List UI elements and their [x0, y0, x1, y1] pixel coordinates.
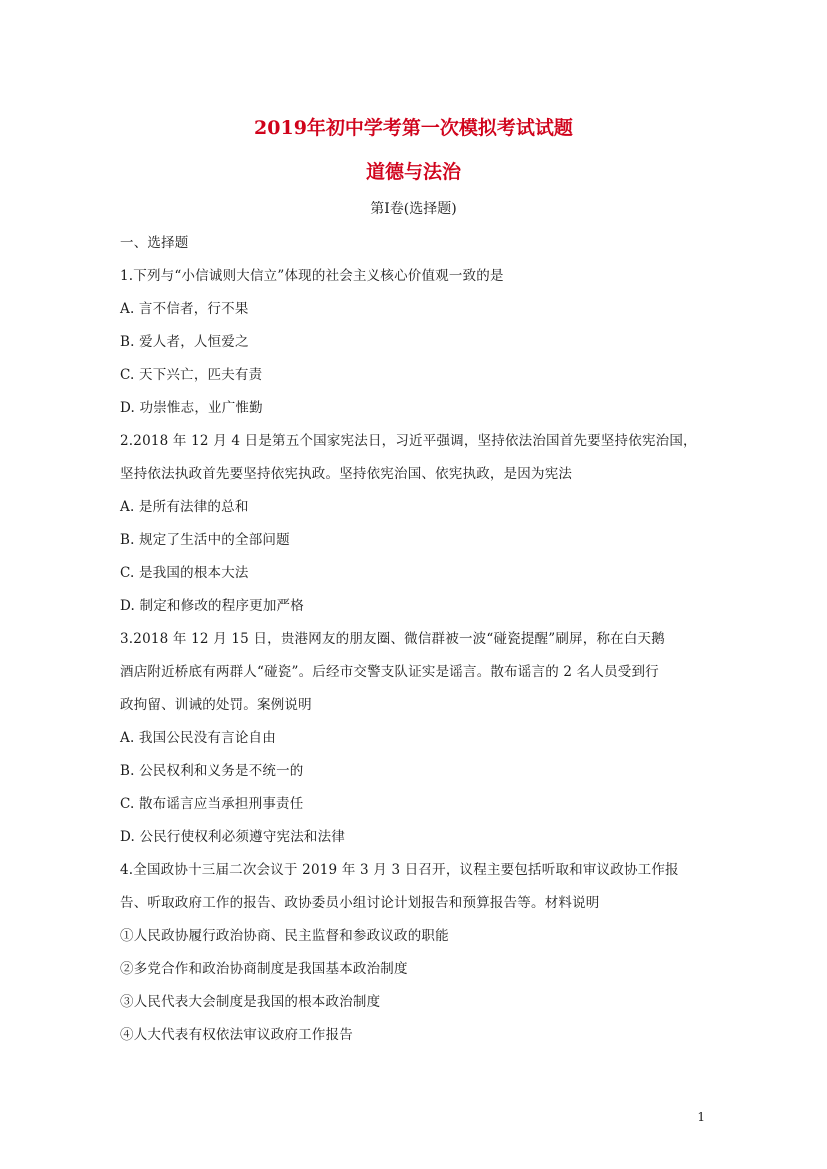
- question-1-option-a: A. 言不信者，行不果: [120, 301, 249, 317]
- subject-title: 道德与法治: [365, 161, 461, 183]
- question-3-stem-line-2: 酒店附近桥底有两群人“碰瓷”。后经市交警支队证实是谣言。散布谣言的 2 名人员受到行: [120, 664, 659, 680]
- question-4-stem-line-1: 4.全国政协十三届二次会议于 2019 年 3 月 3 日召开，议程主要包括听取和审议政协工作报: [120, 862, 679, 878]
- question-2-option-c: C. 是我国的根本大法: [120, 565, 249, 581]
- question-4-statement-2: ②多党合作和政治协商制度是我国基本政治制度: [120, 961, 408, 977]
- question-2-stem-line-1: 2.2018 年 12 月 4 日是第五个国家宪法日，习近平强调，坚持依法治国首先要坚持依宪治国，: [120, 433, 697, 449]
- question-3-stem-line-3: 政拘留、训诫的处罚。案例说明: [120, 697, 312, 713]
- question-2-stem-line-2: 坚持依法执政首先要坚持依宪执政。坚持依宪治国、依宪执政，是因为宪法: [120, 466, 573, 482]
- section-heading: 一、选择题: [120, 235, 189, 251]
- question-1-stem: 1.下列与“小信诚则大信立”体现的社会主义核心价值观一致的是: [120, 268, 504, 284]
- question-4-statement-1: ①人民政协履行政治协商、民主监督和参政议政的职能: [120, 928, 449, 944]
- question-2-option-a: A. 是所有法律的总和: [120, 499, 249, 515]
- question-2-option-d: D. 制定和修改的程序更加严格: [120, 598, 304, 614]
- volume-heading: 第Ⅰ卷(选择题): [370, 201, 457, 217]
- question-2-option-b: B. 规定了生活中的全部问题: [120, 532, 290, 548]
- question-1-option-b: B. 爱人者，人恒爱之: [120, 334, 249, 350]
- exam-title: 2019年初中学考第一次模拟考试试题: [254, 117, 573, 139]
- question-3-option-a: A. 我国公民没有言论自由: [120, 730, 276, 746]
- question-4-stem-line-2: 告、听取政府工作的报告、政协委员小组讨论计划报告和预算报告等。材料说明: [120, 895, 600, 911]
- question-3-option-d: D. 公民行使权利必须遵守宪法和法律: [120, 829, 346, 845]
- question-3-option-c: C. 散布谣言应当承担刑事责任: [120, 796, 304, 812]
- question-3-stem-line-1: 3.2018 年 12 月 15 日，贵港网友的朋友圈、微信群被一波“碰瓷提醒”刷屏，称在白天鹅: [120, 631, 665, 647]
- question-4-statement-4: ④人大代表有权依法审议政府工作报告: [120, 1027, 353, 1043]
- page-number: 1: [697, 1110, 705, 1124]
- question-3-option-b: B. 公民权利和义务是不统一的: [120, 763, 304, 779]
- question-1-option-d: D. 功崇惟志，业广惟勤: [120, 400, 263, 416]
- question-1-option-c: C. 天下兴亡，匹夫有责: [120, 367, 263, 383]
- question-4-statement-3: ③人民代表大会制度是我国的根本政治制度: [120, 994, 381, 1010]
